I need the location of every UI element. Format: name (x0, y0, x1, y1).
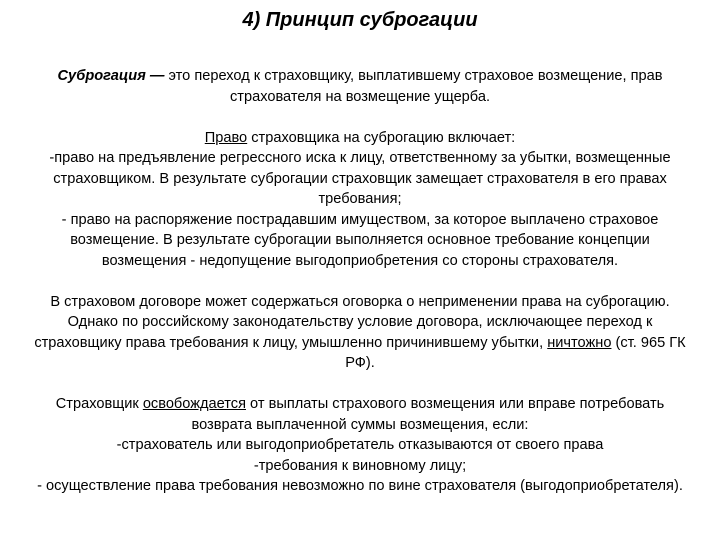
spacer (28, 374, 692, 395)
release-item-impossible: - осуществление права требования невозможно по вине страхователя (выгодоприобретателя). (37, 478, 683, 494)
slide-body (28, 66, 692, 497)
clause-reference: (ст. 965 ГК РФ). (345, 334, 686, 371)
release-item-refusal: -страхователь или выгодоприобретатель отказываются от своего права (116, 437, 604, 453)
definition-text: это переход к страховщику, выплатившему страховое возмещение, прав страхователя на возмещение ущерба. (168, 68, 663, 105)
release-paragraph (28, 394, 692, 435)
rights-item-regress: -право на предъявление регрессного иска к лицу, ответственному за убытки, возмещенные страховщиком. В результате суброгации страховщик замещает страхователя в его правах требования; (49, 150, 671, 207)
definition-dash: — (145, 68, 169, 84)
release-item-claims: -требования к виновному лицу; (253, 457, 467, 474)
rights-lead-word: Право (204, 129, 248, 146)
rights-lead-rest: страховщика на суброгацию включает: (247, 129, 516, 146)
spacer (28, 107, 692, 128)
release-key-word: освобождается (142, 396, 246, 412)
definition-paragraph (28, 66, 692, 107)
clause-text: В страховом договоре может содержаться оговорка о неприменении права на суброгацию. Однако по российскому законодательству условие договора, исключающее переход к страховщику права требования к лицу, умышленно причинившему убытки, (34, 293, 670, 351)
slide-title: 4) Принцип суброгации (242, 9, 478, 31)
spacer (28, 271, 692, 292)
clause-void-word: ничтожно (547, 334, 612, 351)
release-before: Страховщик (55, 396, 143, 412)
rights-item-property: - право на распоряжение пострадавшим имуществом, за которое выплачено страховое возмещение. В результате суброгации выполняется основное требование концепции возмещения - недопущение выгодоприобретения со стороны страхователя. (61, 211, 659, 269)
release-after: от выплаты страхового возмещения или вправе потребовать возврата выплаченной суммы возмещения, если: (191, 396, 665, 433)
definition-term: Суброгация (57, 68, 146, 84)
rights-lead (28, 128, 692, 149)
clause-paragraph (28, 292, 692, 374)
